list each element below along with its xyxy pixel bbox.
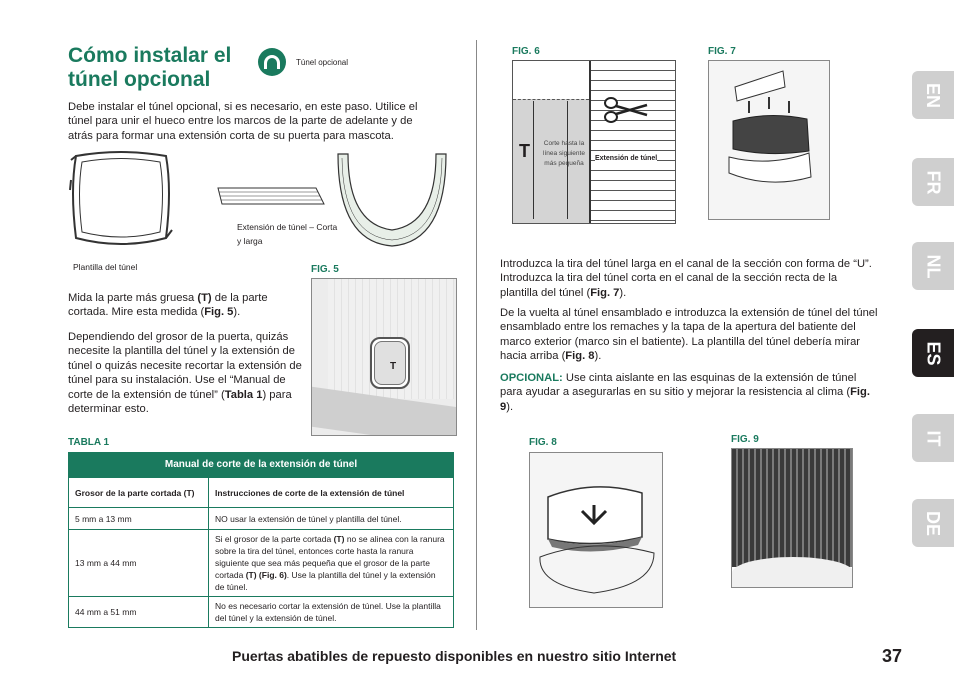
table-col1-header: Grosor de la parte cortada (T) [69,478,209,508]
fig7-label: FIG. 7 [708,46,736,57]
optional-tunnel-label: Túnel opcional [296,58,349,67]
lang-tab-fr[interactable]: FR [912,158,954,206]
tunnel-extension-curved-illustration [334,150,450,250]
page-title: Cómo instalar el túnel opcional [68,44,232,91]
fig8-label: FIG. 8 [529,437,557,448]
fig8-illustration [529,452,663,608]
intro-paragraph: Debe instalar el túnel opcional, si es necesario, en este paso. Utilice el túnel para unir el hueco entre los marcos de la parte de adelante y de atrás para formar una extensión corta de su puerta para mascota. [68,101,418,142]
tunnel-template-illustration [68,150,174,252]
table-row: 13 mm a 44 mm Si el grosor de la parte cortada (T) no se alinea con la ranura sobre la tira del túnel, entonces corte hasta la ranura siguiente que sea más pequeña que el grosor de la parte cortada (T) (Fig. 6). Use la plantilla del túnel y la extensión de túnel. [69,530,454,597]
optional-paragraph: OPCIONAL: Use cinta aislante en las esquinas de la extensión de túnel para ayudar a asegurarlas en su sitio y mejorar la resistencia al clima (Fig. 9). [500,372,870,413]
lang-tab-en[interactable]: EN [912,71,954,119]
fig5-label: FIG. 5 [311,264,339,275]
fig9-label: FIG. 9 [731,434,759,445]
column-divider [476,40,477,630]
fig6-t-marker: T [519,141,530,161]
tunnel-extension-straight-illustration [216,186,326,206]
table-label: TABLA 1 [68,437,110,448]
fig9-illustration [731,448,853,588]
fig5-illustration [311,278,457,436]
table-row: 44 mm a 51 mm No es necesario cortar la extensión de túnel. Use la plantilla del túnel y la extensión de túnel. [69,597,454,628]
insert-paragraph: Introduzca la tira del túnel larga en el canal de la sección con forma de “U”. Introduzca la tira del túnel corta en el canal de la sección recta de la plantilla del túnel (Fig. 7). [500,258,872,299]
table-row: 5 mm a 13 mm NO usar la extensión de túnel y plantilla del túnel. [69,508,454,530]
flip-paragraph: De la vuelta al túnel ensamblado e introduzca la extensión de túnel del túnel ensamblado entre los remaches y la tapa de la apertura del batiente del marco exterior (marco sin el batiente). La plantilla del túnel debería mirar hacia arriba (Fig. 8). [500,307,878,363]
template-label: Plantilla del túnel [73,262,138,272]
extension-label: Extensión de túnel – Corta y larga [237,222,338,246]
table-title: Manual de corte de la extensión de túnel [69,453,454,478]
lang-tab-it[interactable]: IT [912,414,954,462]
page-number: 37 [882,646,903,666]
table-col2-header: Instrucciones de corte de la extensión de túnel [209,478,454,508]
scissors-icon [603,97,649,123]
lang-tab-es[interactable]: ES [912,329,954,377]
depending-paragraph: Dependiendo del grosor de la puerta, quizás necesite la plantilla del túnel y la extensión de túnel o quizás necesite recortar la extensión de túnel para su instalación. Use el “Manual de corte de la extensión de túnel” (Tabla 1) para determinar esto. [68,331,302,416]
lang-tab-nl[interactable]: NL [912,242,954,290]
fig6-illustration [512,60,676,224]
fig6-extension-text: Extensión de túnel [595,155,658,162]
cutting-table [68,452,454,628]
footer-text: Puertas abatibles de repuesto disponibles en nuestro sitio Internet [232,648,677,664]
fig7-illustration [708,60,830,220]
fig5-t-marker: T [390,361,397,372]
fig6-cut-text: Corte hasta la línea siguiente más pequeña [543,140,585,167]
measure-paragraph: Mida la parte más gruesa (T) de la parte cortada. Mire esta medida (Fig. 5). [68,292,268,319]
optional-tunnel-icon [258,48,286,76]
lang-tab-de[interactable]: DE [912,499,954,547]
fig6-label: FIG. 6 [512,46,540,57]
